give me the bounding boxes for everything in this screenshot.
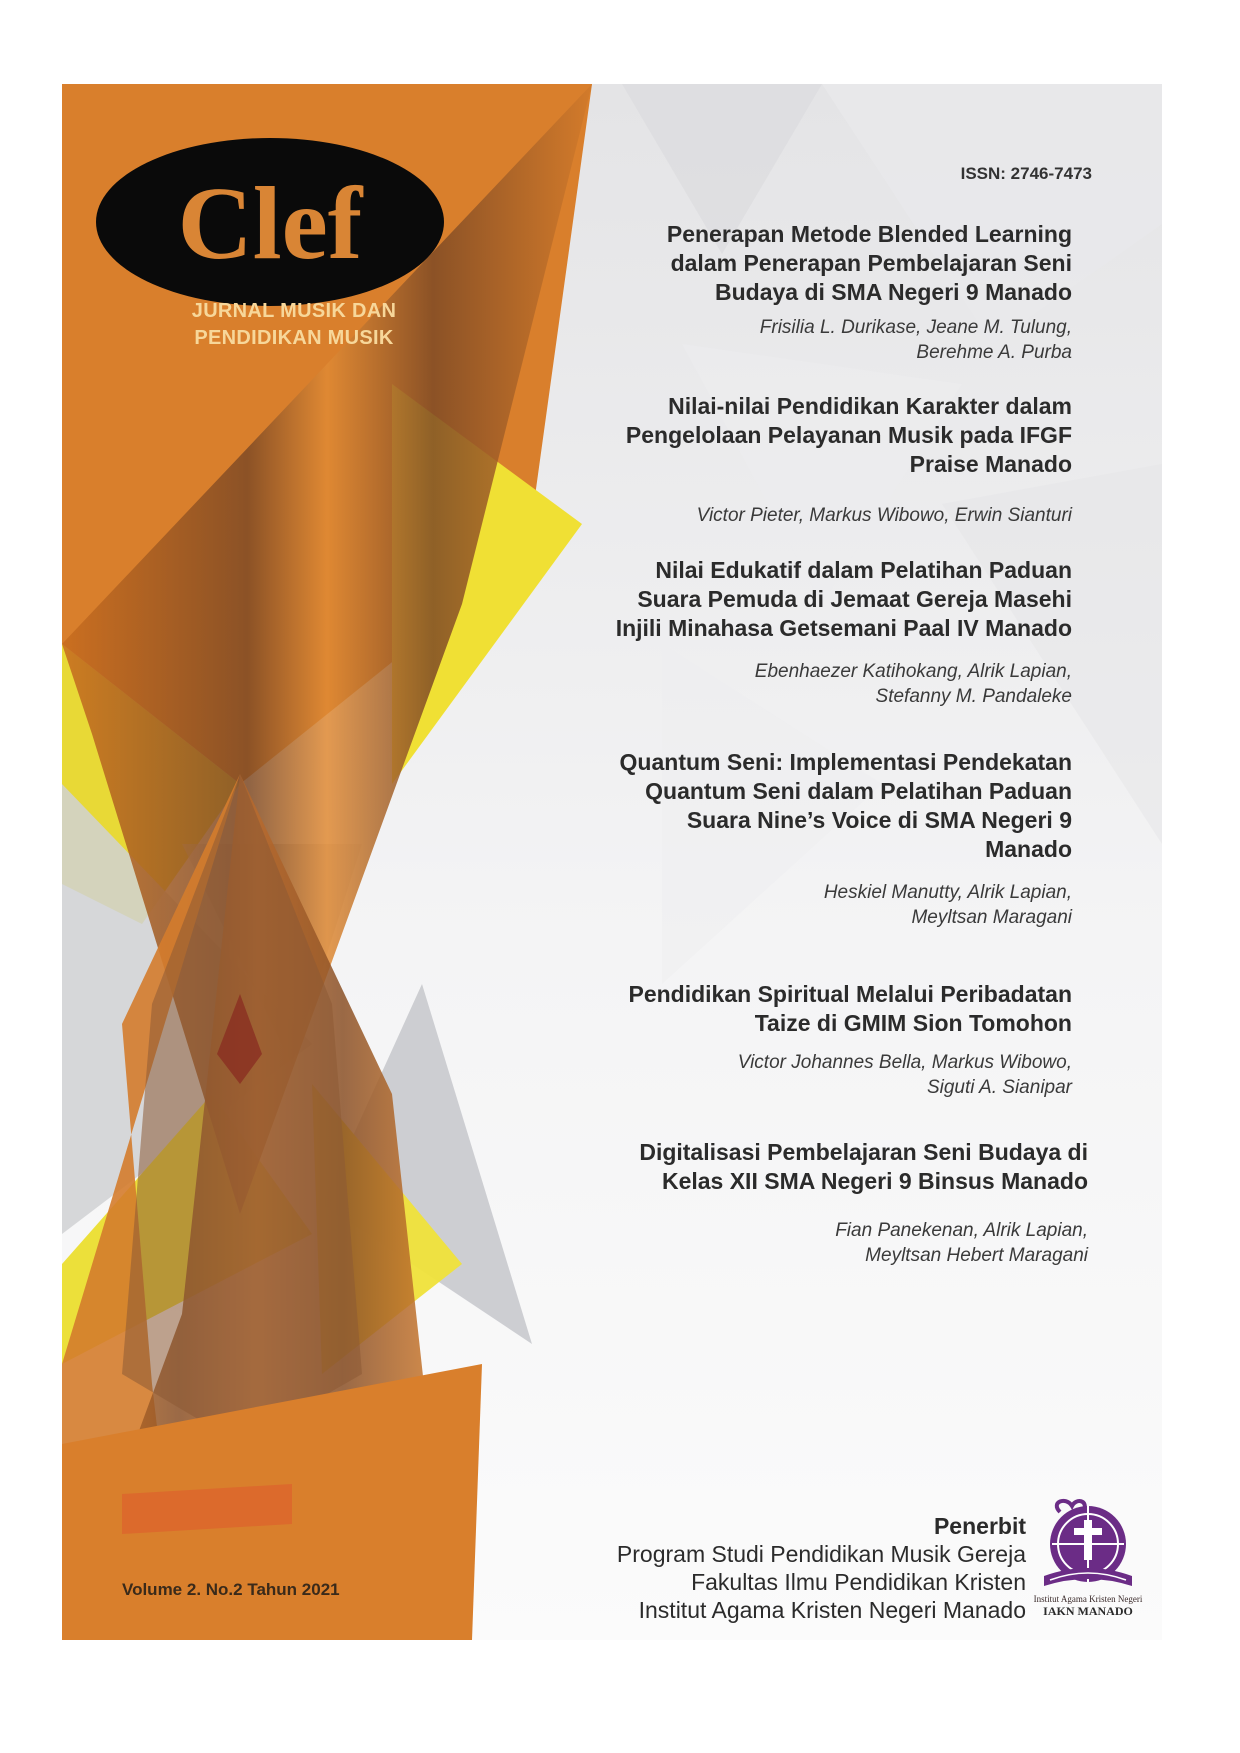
article-6[interactable] [528, 1138, 1088, 1268]
publisher-label: Penerbit [933, 1513, 1026, 1539]
issn-label: ISSN: 2746-7473 [960, 164, 1092, 183]
article-authors: Frisilia L. Durikase, Jeane M. Tulung, Berehme A. Purba [759, 317, 1072, 363]
article-authors: Victor Pieter, Markus Wibowo, Erwin Sianturi [696, 505, 1072, 526]
publisher-line-2: Fakultas Ilmu Pendidikan Kristen [691, 1569, 1026, 1595]
emblem-caption-small: Institut Agama Kristen Negeri [1033, 1594, 1143, 1604]
volume-label: Volume 2. No.2 Tahun 2021 [122, 1580, 340, 1599]
emblem-caption-large: IAKN MANADO [1043, 1604, 1133, 1618]
article-5[interactable] [512, 980, 1072, 1100]
article-3[interactable] [512, 556, 1072, 709]
journal-subtitle [134, 298, 454, 352]
clef-logo [94, 136, 446, 308]
publisher-line-3: Institut Agama Kristen Negeri Manado [638, 1597, 1026, 1623]
article-authors: Heskiel Manutty, Alrik Lapian, Meyltsan Maragani [823, 882, 1072, 928]
article-authors: Victor Johannes Bella, Markus Wibowo, Siguti A. Sianipar [737, 1052, 1072, 1098]
article-4[interactable] [512, 748, 1072, 930]
article-title: Quantum Seni: Implementasi Pendekatan Quantum Seni dalam Pelatihan Paduan Suara Nine’s Voice di SMA Negeri 9 Manado [619, 749, 1072, 862]
iakn-emblem [1030, 1494, 1146, 1618]
article-title: Penerapan Metode Blended Learning dalam Penerapan Pembelajaran Seni Budaya di SMA Negeri 9 Manado [666, 221, 1072, 305]
logo-text: Clef [177, 166, 363, 281]
subtitle-line-2: PENDIDIKAN MUSIK [194, 327, 394, 349]
journal-cover [62, 84, 1162, 1640]
article-title: Pendidikan Spiritual Melalui Peribadatan Taize di GMIM Sion Tomohon [628, 981, 1072, 1036]
article-title: Nilai-nilai Pendidikan Karakter dalam Pengelolaan Pelayanan Musik pada IFGF Praise Manado [625, 393, 1072, 477]
article-authors: Fian Panekenan, Alrik Lapian, Meyltsan Hebert Maragani [835, 1220, 1088, 1266]
publisher-block [617, 1512, 1026, 1624]
subtitle-line-1: JURNAL MUSIK DAN [191, 300, 397, 322]
article-1[interactable] [512, 220, 1072, 365]
article-title: Digitalisasi Pembelajaran Seni Budaya di Kelas XII SMA Negeri 9 Binsus Manado [639, 1139, 1088, 1194]
publisher-line-1: Program Studi Pendidikan Musik Gereja [616, 1541, 1026, 1567]
iakn-emblem-icon [1030, 1494, 1146, 1594]
article-title: Nilai Edukatif dalam Pelatihan Paduan Suara Pemuda di Jemaat Gereja Masehi Injili Minahasa Getsemani Paal IV Manado [615, 557, 1072, 641]
article-authors: Ebenhaezer Katihokang, Alrik Lapian, Stefanny M. Pandaleke [754, 661, 1072, 707]
article-2[interactable] [512, 392, 1072, 528]
